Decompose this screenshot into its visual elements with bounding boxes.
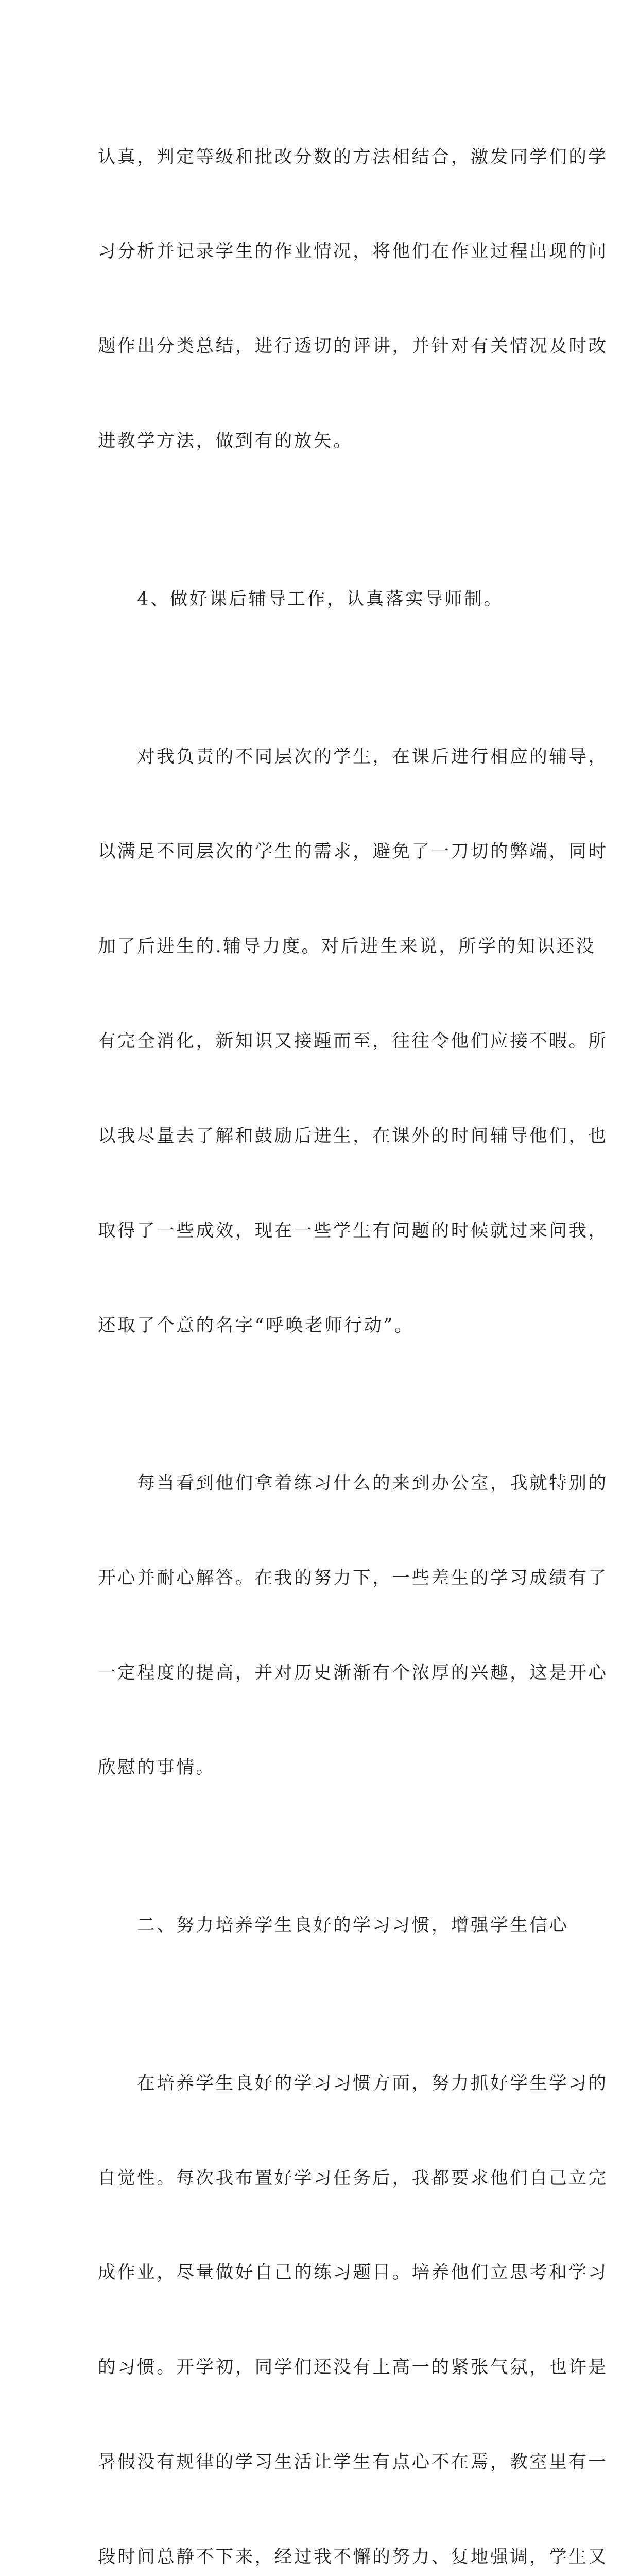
text-line: 以我尽量去了解和鼓励后进生，在课外的时间辅导他们，也 xyxy=(98,1125,608,1146)
text-line: 对我负责的不同层次的学生，在课后进行相应的辅导， xyxy=(98,747,608,768)
document-body xyxy=(98,78,608,2576)
text-line: 有完全消化，新知识又接踵而至，往往令他们应接不暇。所 xyxy=(98,1030,608,1052)
text-line: 进教学方法，做到有的放矢。 xyxy=(98,431,353,452)
text-line: 还取了个意的名字“呼唤老师行动”。 xyxy=(98,1315,414,1336)
paragraph-study-habits xyxy=(98,2005,608,2576)
text-line: 自觉性。每次我布置好学习任务后，我都要求他们自己立完 xyxy=(98,2167,608,2189)
text-line: 加了后进生的.辅导力度。对后进生来说，所学的知识还没 xyxy=(98,936,596,957)
text-line: 欣慰的事情。 xyxy=(98,1757,216,1778)
text-line: 题作出分类总结，进行透切的评讲，并针对有关情况及时改 xyxy=(98,336,608,357)
text-line: 以满足不同层次的学生的需求，避免了一刀切的弊端，同时 xyxy=(98,841,608,862)
text-line: 认真，判定等级和批改分数的方法相结合，激发同学们的学 xyxy=(98,146,608,167)
section-heading-study-habits xyxy=(98,1847,569,2005)
text-line: 取得了一些成效，现在一些学生有问题的时候就过来问我， xyxy=(98,1220,608,1241)
text-line: 成作业，尽量做好自己的练习题目。培养他们立思考和学习 xyxy=(98,2262,608,2283)
text-line: 段时间总静不下来，经过我不懈的努力、复地强调，学生又 xyxy=(98,2547,608,2568)
text-line: 习分析并记录学生的作业情况，将他们在作业过程出现的问 xyxy=(98,241,608,262)
text-line: 的习惯。开学初，同学们还没有上高一的紧张气氛，也许是 xyxy=(98,2357,608,2378)
text-line: 一定程度的提高，并对历史渐渐有个浓厚的兴趣，这是开心 xyxy=(98,1662,608,1683)
text-line: 暑假没有规律的学习生活让学生有点心不在焉，教室里有一 xyxy=(98,2452,608,2473)
paragraph-homework-evaluation xyxy=(98,78,608,520)
text-line: 开心并耐心解答。在我的努力下，一些差生的学习成绩有了 xyxy=(98,1567,608,1588)
paragraph-office-visits xyxy=(98,1404,608,1846)
heading-line: 4、做好课后辅导工作，认真落实导师制。 xyxy=(98,588,504,609)
text-line: 每当看到他们拿着练习什么的来到办公室，我就特别的 xyxy=(98,1473,608,1494)
paragraph-tutoring xyxy=(98,679,608,1405)
heading-line: 二、努力培养学生良好的学习习惯，增强学生信心 xyxy=(98,1915,569,1936)
text-line: 在培养学生良好的学习习惯方面，努力抓好学生学习的 xyxy=(98,2073,608,2094)
section-heading-tutoring xyxy=(98,520,541,678)
